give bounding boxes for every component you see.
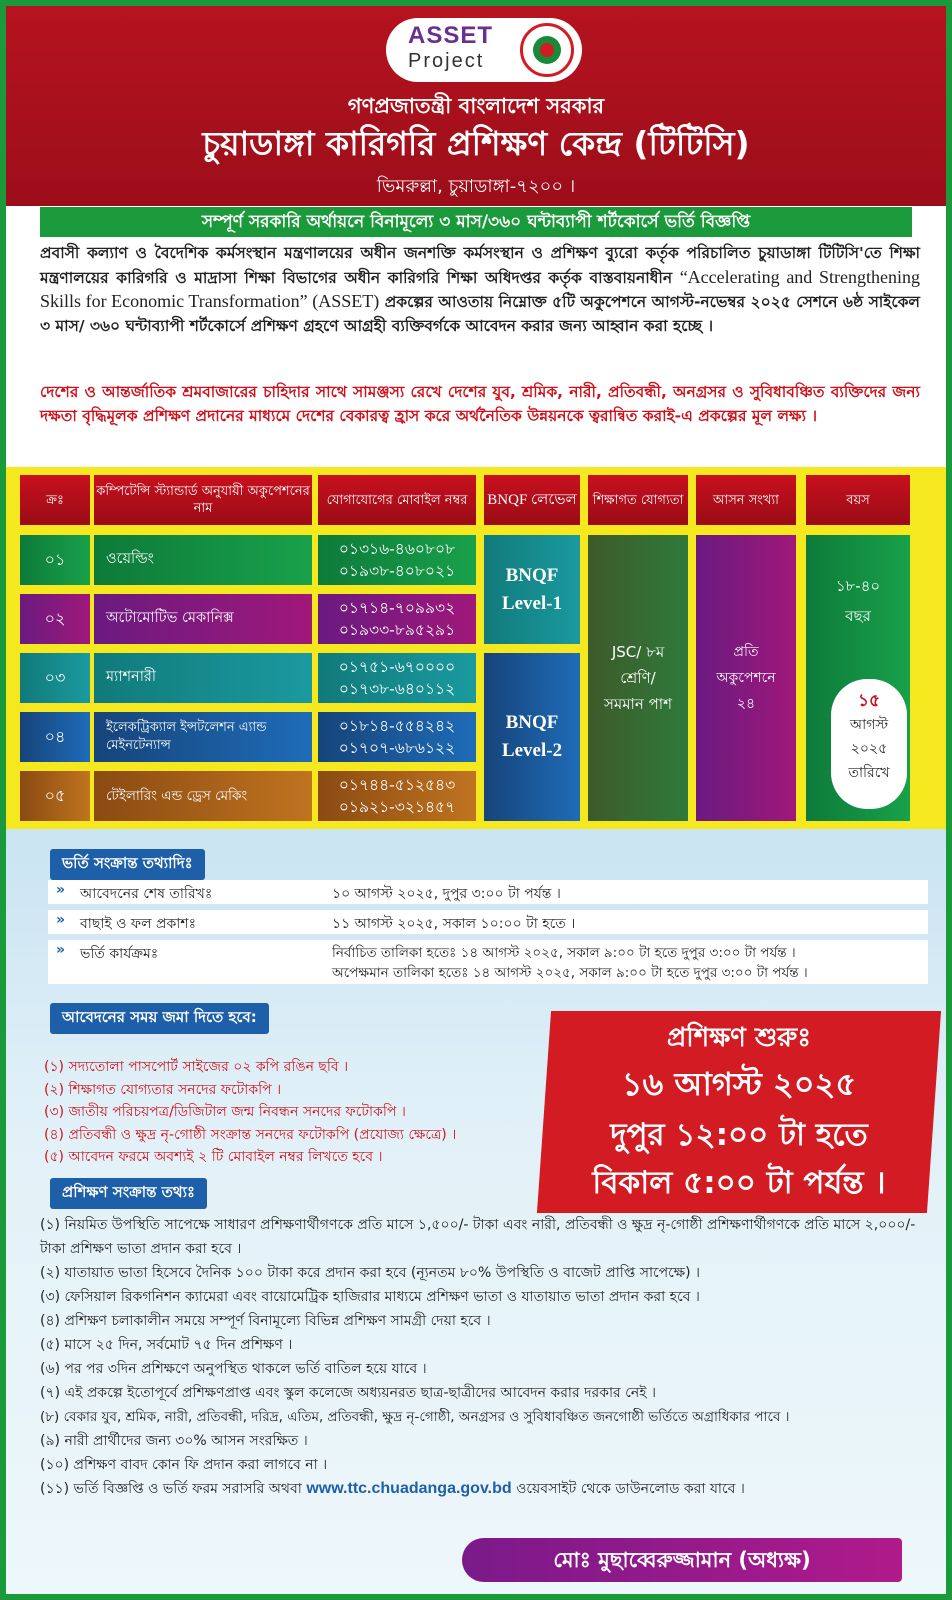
training-start-banner — [544, 1011, 934, 1213]
header-education: শিক্ষাগত যোগ্যতা — [588, 475, 688, 525]
list-item: (১০) প্রশিক্ষণ বাবদ কোন ফি প্রদান করা লাগবে না । — [40, 1457, 328, 1473]
bnqf-level-1 — [484, 535, 580, 644]
asset-project-logo — [386, 18, 582, 82]
header-mobile: যোগাযোগের মোবাইল নম্বর — [318, 475, 476, 525]
row-occupation: অটোমোটিভ মেকানিক্স — [94, 594, 312, 644]
row-phone2: ০১৯৩৮-৪০৮০২১ — [338, 562, 456, 580]
list-item: (৪) প্রশিক্ষণ চলাকালীন সময়ে সম্পূর্ণ বিনামূল্যে বিভিন্ন প্রশিক্ষণ সামগ্রী দেয়া হবে । — [40, 1313, 491, 1329]
row-phone2: ০১৭০৭-৬৮৬১২২ — [338, 739, 456, 757]
row-phone1: ০১৮১৪-৫৫৪২৪২ — [338, 717, 456, 735]
intro-paragraph — [40, 242, 920, 338]
row-phone1: ০১৩১৬-৪৬০৮০৮ — [338, 540, 456, 558]
download-prefix: (১১) ভর্তি বিজ্ঞপ্তি ও ভর্তি ফরম সরাসরি অথবা — [40, 1481, 302, 1497]
list-item — [40, 1477, 920, 1501]
center-title: চুয়াডাঙ্গা কারিগরি প্রশিক্ষণ কেন্দ্র (টিটিসি) — [202, 124, 750, 163]
double-chevron-icon: » — [56, 882, 66, 898]
list-item: (১) সদ্যতোলা পাসপোর্ট সাইজের ০২ কপি রঙিন ছবি । — [44, 1059, 349, 1075]
admission-value-waiting: অপেক্ষমান তালিকা হতেঃ ১৪ আগস্ট ২০২৫, সকাল ৯:০০ টা হতে দুপুর ৩:০০ টা পর্যন্ত । — [332, 965, 808, 981]
admission-row — [48, 910, 928, 934]
age-range: ১৮-৪০ বছর — [835, 577, 881, 625]
admission-row — [48, 940, 928, 984]
banner-line4: বিকাল ৫:০০ টা পর্যন্ত । — [592, 1165, 886, 1201]
row-serial: ০২ — [20, 594, 90, 644]
double-chevron-icon: » — [56, 912, 66, 928]
row-phones — [318, 594, 476, 644]
list-item: (৪) প্রতিবন্ধী ও ক্ষুদ্র নৃ-গোষ্ঠী সংক্রান্ত সনদের ফটোকপি (প্রযোজ্য ক্ষেত্রে) । — [44, 1126, 457, 1143]
header-age: বয়স — [806, 475, 910, 525]
documents-list — [44, 1056, 564, 1169]
banner-line2: ১৬ আগস্ট ২০২৫ — [621, 1065, 857, 1103]
logo-asset-text: ASSET — [408, 22, 494, 49]
row-occupation: টেইলারিং এন্ড ড্রেস মেকিং — [94, 771, 312, 821]
row-phone1: ০১৭৫১-৬৭০০০০ — [338, 658, 456, 676]
intro-part1: প্রবাসী কল্যাণ ও বৈদেশিক কর্মসংস্থান মন্ত্রণালয়ের অধীন জনশক্তি কর্মসংস্থান ও প্রশিক্ষণ ব্যুরো কর্তৃক পরিচালিত চুয়াডাঙ্গা টিটিসি'তে শিক্ষা মন্ত্রণালয়ের কারিগরি ও মাদ্রাসা শিক্ষা বিভাগের অধীন কারিগরি শিক্ষা অধিদপ্তর কর্তৃক বাস্তবায়নাধীন — [40, 244, 920, 287]
row-phones — [318, 653, 476, 703]
age-date-day: ১৫ — [857, 691, 881, 711]
banner-line1: প্রশিক্ষণ শুরুঃ — [666, 1023, 812, 1053]
row-phone2: ০১৭৩৮-৬৪০১১২ — [338, 680, 456, 698]
row-phone1: ০১৭১৪-৭০৯৯৩২ — [338, 599, 456, 617]
goal-paragraph: দেশের ও আন্তর্জাতিক শ্রমবাজারের চাহিদার সাথে সামঞ্জস্য রেখে দেশের যুব, শ্রমিক, নারী, প্রতিবন্ধী, অনগ্রসর ও সুবিধাবঞ্চিত ব্যক্তিদের জন্য দক্ষতা বৃদ্ধিমূলক প্রশিক্ষণ প্রদানের মাধ্যমে দেশের বেকারত্ব হ্রাস করে অর্থনৈতিক উন্নয়নকে ত্বরান্বিত করাই-এ প্রকল্পের মূল লক্ষ্য । — [40, 383, 920, 425]
government-title: গণপ্রজাতন্ত্রী বাংলাদেশ সরকার — [347, 94, 605, 118]
government-seal-icon — [520, 23, 574, 77]
training-list — [40, 1213, 920, 1501]
center-address: ভিমরুল্লা, চুয়াডাঙ্গা-৭২০০ । — [376, 176, 576, 197]
education-cell: JSC/ ৮ম শ্রেণি/ সমমান পাশ — [588, 535, 688, 821]
list-item: (৬) পর পর ৩দিন প্রশিক্ষণে অনুপস্থিত থাকলে ভর্তি বাতিল হয়ে যাবে । — [40, 1361, 427, 1377]
bnqf-level-2-text: BNQF Level-2 — [501, 712, 563, 761]
list-item: (৯) নারী প্রার্থীদের জন্য ৩০% আসন সংরক্ষিত । — [40, 1433, 308, 1449]
row-phones — [318, 535, 476, 585]
training-heading: প্রশিক্ষণ সংক্রান্ত তথ্যঃ — [50, 1178, 207, 1209]
header-serial: ক্রঃ — [20, 475, 90, 525]
principal-signature: মোঃ মুছাব্বেরুজ্জামান (অধ্যক্ষ) — [462, 1538, 902, 1582]
admission-value: নির্বাচিত তালিকা হতেঃ ১৪ আগস্ট ২০২৫, সকাল ৯:০০ টা হতে দুপুর ৩:০০ টা পর্যন্ত । — [332, 945, 796, 961]
header-bnqf: BNQF লেভেল — [484, 475, 580, 525]
download-suffix: ওয়েবসাইট থেকে ডাউনলোড করা যাবে । — [516, 1481, 745, 1497]
double-chevron-icon: » — [56, 942, 66, 958]
row-serial: ০৪ — [20, 712, 90, 762]
intro-project-name: “Accelerating and Strengthening Skills for Economic Transformation” (ASSET) — [40, 266, 920, 311]
row-occupation: ম্যাশনারী — [94, 653, 312, 703]
row-phone2: ০১৯২১-৩২১৪৫৭ — [338, 798, 456, 816]
admission-row — [48, 880, 928, 904]
row-serial: ০১ — [20, 535, 90, 585]
header — [6, 6, 946, 206]
seats-cell: প্রতি অকুপেশনে ২৪ — [696, 535, 796, 821]
intro-part2: প্রকল্পের আওতায় নিম্নোক্ত ৫টি অকুপেশনে আগস্ট-নভেম্বর ২০২৫ সেশনে ৬ষ্ঠ সাইকেল ৩ মাস/ ৩৬০ ঘন্টাব্যাপী শর্টকোর্সে প্রশিক্ষণ গ্রহণে আগ্রহী ব্যক্তিবর্গকে আবেদন করার জন্য আহ্বান করা হচ্ছে । — [40, 293, 920, 335]
row-occupation: ইলেকট্রিক্যাল ইন্সটলেশন এ্যান্ড মেইনটেন্যান্স — [94, 712, 312, 762]
list-item: (৫) মাসে ২৫ দিন, সর্বমোট ৭৫ দিন প্রশিক্ষণ । — [40, 1337, 293, 1353]
admission-label: ভর্তি কার্যক্রমঃ — [80, 946, 159, 962]
row-phone2: ০১৯৩৩-৮৯৫২৯১ — [338, 621, 456, 639]
banner-line3: দুপুর ১২:০০ টা হতে — [610, 1117, 868, 1153]
row-phones — [318, 771, 476, 821]
header-occupation: কম্পিটেন্সি স্ট্যান্ডার্ড অনুযায়ী অকুপেশনের নাম — [94, 475, 312, 525]
admission-value: ১১ আগস্ট ২০২৫, সকাল ১০:০০ টা হতে । — [332, 916, 576, 932]
admission-value: ১০ আগস্ট ২০২৫, দুপুর ৩:০০ টা পর্যন্ত । — [332, 886, 561, 902]
row-phone1: ০১৭৪৪-৫১২৫৪৩ — [338, 776, 456, 794]
list-item: (২) যাতায়াত ভাতা হিসেবে দৈনিক ১০০ টাকা করে প্রদান করা হবে (ন্যূনতম ৮০% উপস্থিতি ও বাজেট প্রাপ্তি সাপেক্ষে) । — [40, 1265, 701, 1281]
circular-title: সম্পূর্ণ সরকারি অর্থায়নে বিনামূল্যে ৩ মাস/৩৬০ ঘন্টাব্যাপী শর্টকোর্সে ভর্তি বিজ্ঞপ্তি — [40, 207, 912, 237]
documents-heading: আবেদনের সময় জমা দিতে হবে: — [50, 1003, 269, 1034]
age-date-box — [831, 679, 907, 809]
list-item: (২) শিক্ষাগত যোগ্যতার সনদের ফটোকপি । — [44, 1081, 282, 1098]
admission-label: আবেদনের শেষ তারিখঃ — [80, 886, 213, 902]
list-item: (৩) ফেসিয়াল রিকগনিশন ক্যামেরা এবং বায়োমেট্রিক হাজিরার মাধ্যমে প্রশিক্ষণ ভাতা ও যাতায়াত ভাতা প্রদান করা হবে । — [40, 1289, 700, 1305]
bnqf-level-1-text: BNQF Level-1 — [501, 564, 563, 614]
list-item: (১) নিয়মিত উপস্থিতি সাপেক্ষে সাধারণ প্রশিক্ষণার্থীগণকে প্রতি মাসে ১,৫০০/- টাকা এবং নারী, প্রতিবন্ধী ও ক্ষুদ্র নৃ-গোষ্ঠী প্রশিক্ষণার্থীগণকে প্রতি মাসে ২,০০০/- টাকা প্রশিক্ষণ ভাতা প্রদান করা হবে । — [40, 1217, 916, 1257]
website-link[interactable]: www.ttc.chuadanga.gov.bd — [306, 1480, 512, 1497]
row-serial: ০৩ — [20, 653, 90, 703]
list-item: (৭) এই প্রকল্পে ইতোপূর্বে প্রশিক্ষণপ্রাপ্ত এবং স্কুল কলেজে অধ্যয়নরত ছাত্র-ছাত্রীদের আবেদন করার দরকার নেই । — [40, 1385, 656, 1401]
list-item: (৩) জাতীয় পরিচয়পত্র/ডিজিটাল জন্ম নিবন্ধন সনদের ফটোকপি । — [44, 1104, 406, 1120]
row-serial: ০৫ — [20, 771, 90, 821]
admission-heading: ভর্তি সংক্রান্ত তথ্যাদিঃ — [50, 849, 205, 880]
header-seats: আসন সংখ্যা — [696, 475, 796, 525]
logo-project-text: Project — [408, 50, 485, 72]
row-phones — [318, 712, 476, 762]
admission-label: বাছাই ও ফল প্রকাশঃ — [80, 916, 197, 932]
list-item: (৮) বেকার যুব, শ্রমিক, নারী, প্রতিবন্ধী, দরিদ্র, এতিম, প্রতিবন্ধী, ক্ষুদ্র নৃ-গোষ্ঠী, অনগ্রসর ও সুবিধাবঞ্চিত জনগোষ্ঠী ভর্তিতে অগ্রাধিকার পাবে । — [40, 1409, 790, 1425]
list-item: (৫) আবেদন ফরমে অবশ্যই ২ টি মোবাইল নম্বর লিখতে হবে । — [44, 1149, 383, 1165]
age-date-rest: আগস্ট ২০২৫ তারিখে — [848, 717, 890, 781]
row-occupation: ওয়েল্ডিং — [94, 535, 312, 585]
bnqf-level-2 — [484, 653, 580, 821]
